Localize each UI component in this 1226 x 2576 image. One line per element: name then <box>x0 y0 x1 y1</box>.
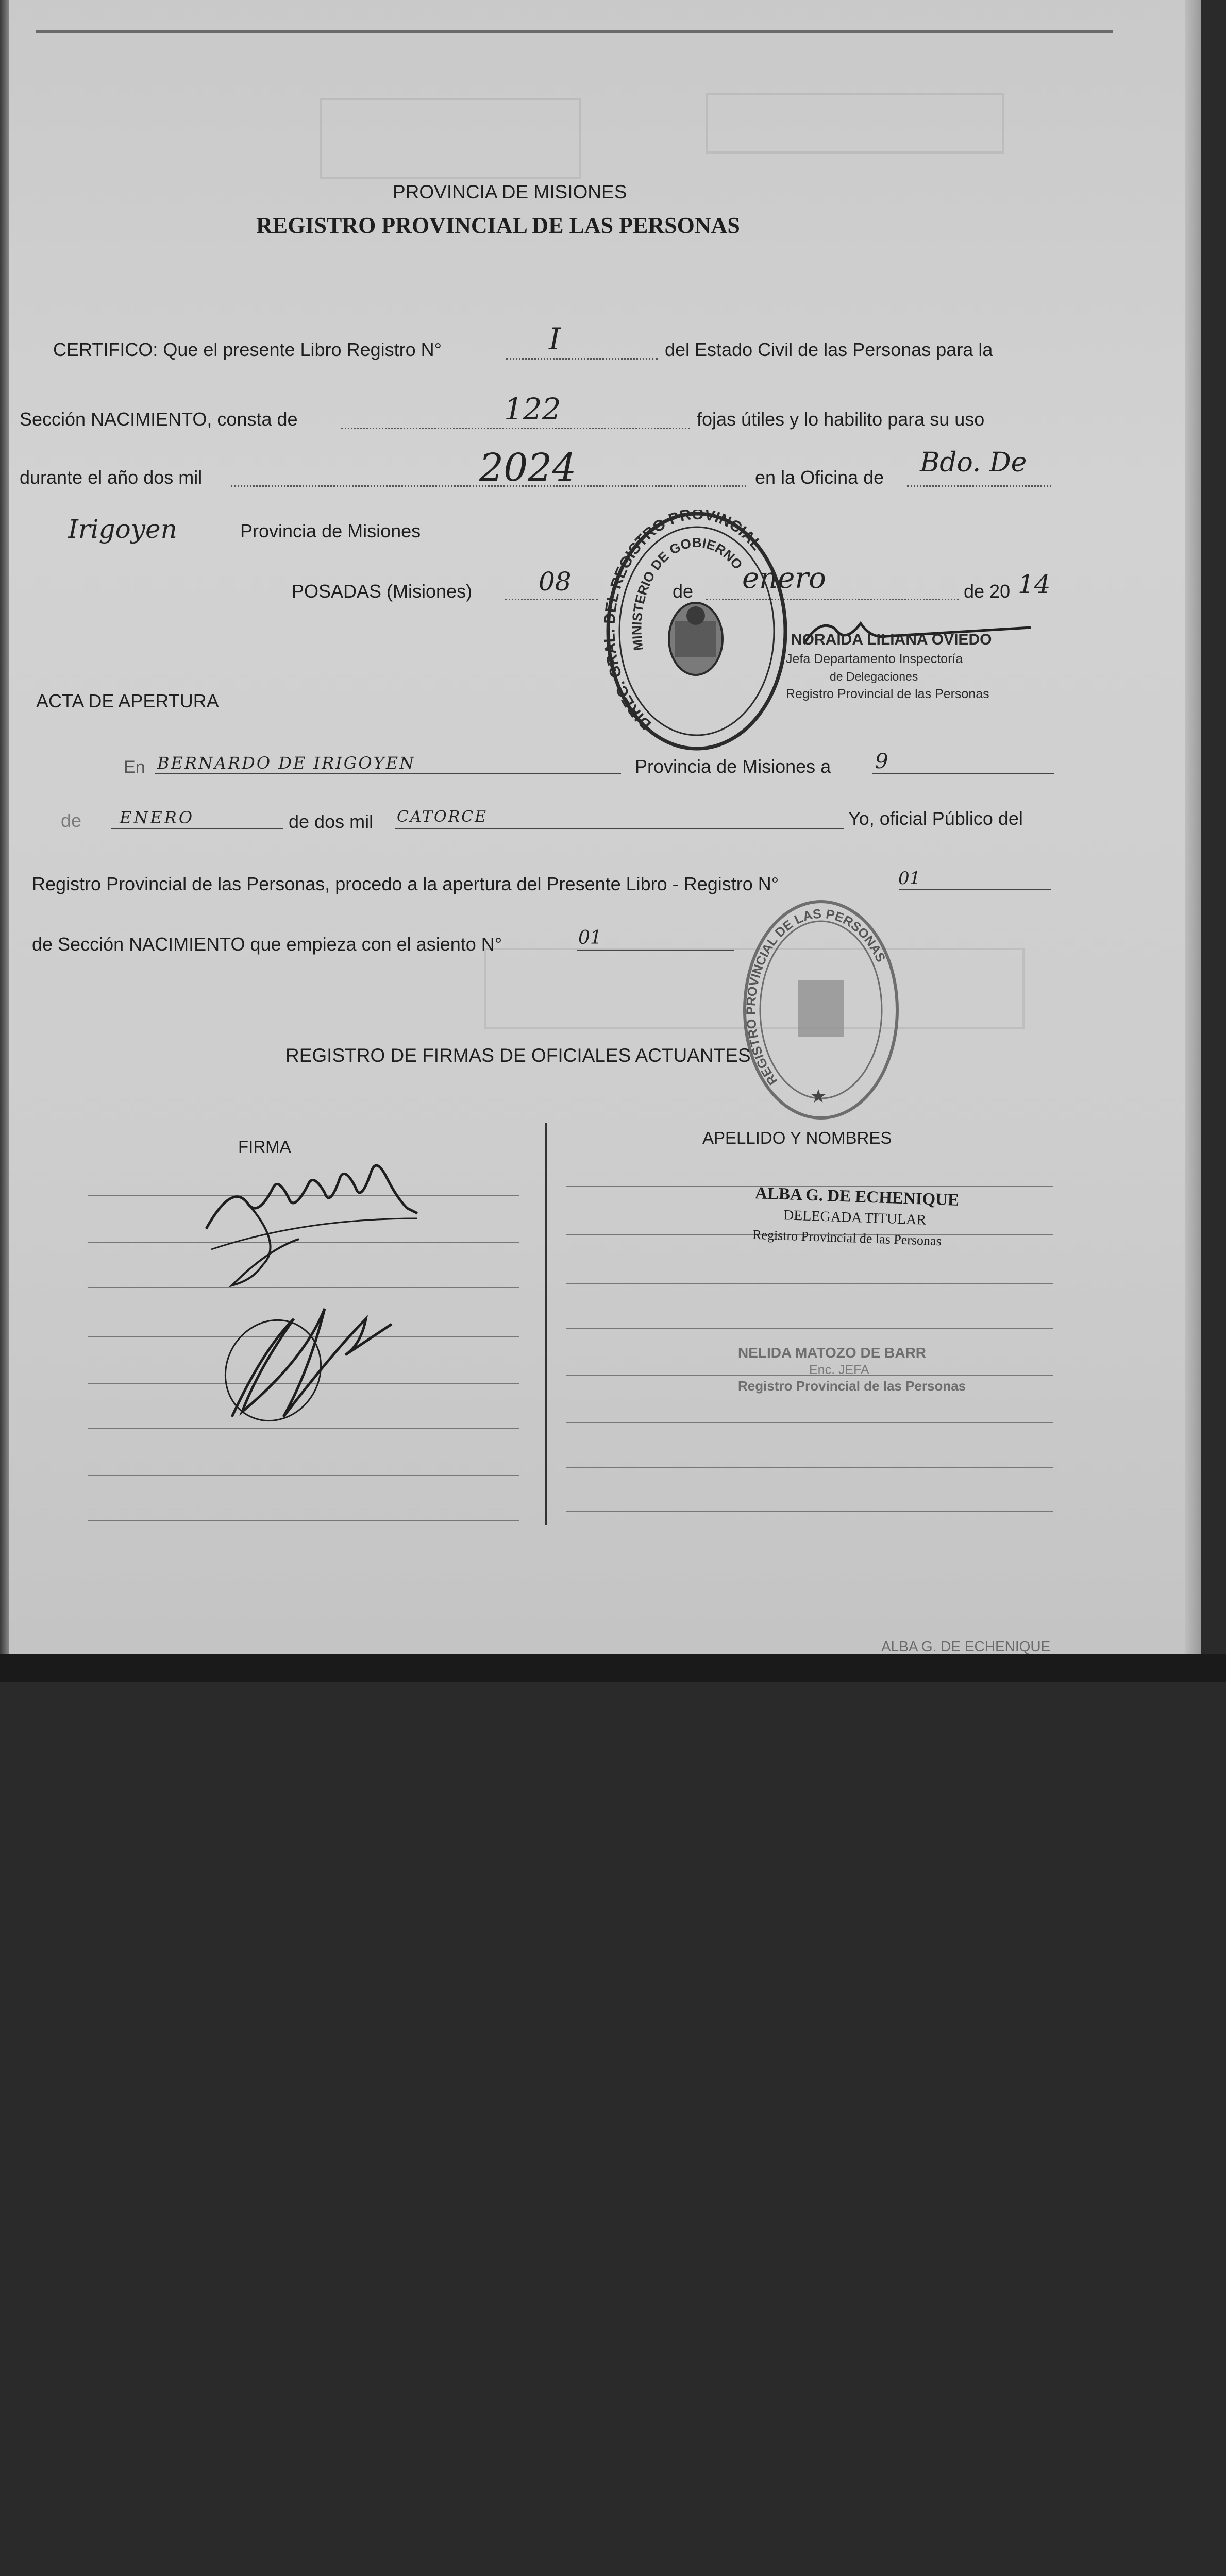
cert-line1-suffix: del Estado Civil de las Personas para la <box>665 339 993 360</box>
month-handwritten: enero <box>742 562 826 595</box>
year-end-handwritten: 14 <box>1018 569 1051 599</box>
col-firma-header: FIRMA <box>238 1137 291 1156</box>
entry1-role: DELEGADA TITULAR <box>783 1207 927 1228</box>
signatory-office: Registro Provincial de las Personas <box>786 687 989 701</box>
nombres-line <box>566 1283 1053 1284</box>
cert-line4-suffix: Provincia de Misiones <box>240 520 421 541</box>
cert-line1-prefix: CERTIFICO: Que el presente Libro Registro N° <box>53 339 442 360</box>
cert-line3-suffix: en la Oficina de <box>755 467 884 488</box>
signatory-dept: de Delegaciones <box>830 670 918 683</box>
fojas-number: 122 <box>504 392 561 427</box>
place-line <box>155 773 621 774</box>
nombres-line <box>566 1422 1053 1423</box>
libro-number-dots <box>506 358 658 360</box>
fojas-dots <box>341 428 690 429</box>
acta-year-line <box>395 828 844 829</box>
cert-line3-prefix: durante el año dos mil <box>20 467 203 488</box>
de-word: de <box>673 581 694 602</box>
acta-provincia: Provincia de Misiones a <box>635 756 831 777</box>
oval-stamp-dgrp <box>604 510 790 752</box>
oval-stamp-rpp <box>741 897 901 1122</box>
entry2-role: Enc. JEFA <box>809 1363 869 1377</box>
page-right-edge <box>1185 0 1201 1654</box>
signature-1 <box>201 1146 433 1291</box>
entry1-office: Registro Provincial de las Personas <box>752 1227 942 1249</box>
libro-number: I <box>549 321 561 357</box>
oval-stamp-outer-text: DIREC. GR EL REGISTRO PROVINCIAL <box>604 510 766 733</box>
signatory-title: Jefa Departamento Inspectoría <box>786 652 963 666</box>
bleed-through-box <box>706 93 1004 154</box>
caption-bar <box>0 1654 1226 1682</box>
entry2-office: Registro Provincial de las Personas <box>738 1378 966 1394</box>
acta-title: ACTA DE APERTURA <box>36 690 219 711</box>
nombres-line <box>566 1328 1053 1329</box>
bleed-through-box <box>320 98 581 179</box>
acta-day: 9 <box>875 750 888 773</box>
top-edge-line <box>36 30 1113 33</box>
firmas-title: REGISTRO DE FIRMAS DE OFICIALES ACTUANTES <box>285 1045 751 1066</box>
acta-libro: 01 <box>898 868 921 889</box>
acta-day-line <box>872 773 1054 774</box>
acta-de: de <box>61 810 82 831</box>
acta-month-line <box>111 828 283 829</box>
oval-stamp-inner-text: MINISTERIO DE GOBIERNO <box>629 534 746 652</box>
acta-libro-line <box>899 889 1051 890</box>
acta-month: ENERO <box>120 808 195 827</box>
footer-stamp-fragment: ALBA G. DE ECHENIQUE <box>881 1638 1051 1654</box>
day-dots <box>505 599 598 600</box>
firma-line <box>88 1520 519 1521</box>
acta-asiento-line <box>577 950 734 951</box>
page-binding-edge <box>0 0 9 1654</box>
firma-line <box>88 1428 519 1429</box>
firma-line <box>88 1475 519 1476</box>
acta-line3: Registro Provincial de las Personas, procedo a la apertura del Presente Libro - Registro N° <box>32 873 779 894</box>
nombres-line <box>566 1511 1053 1512</box>
year-handwritten: 2024 <box>479 446 577 490</box>
oficina-continued: Irigoyen <box>68 514 177 544</box>
cert-line2-prefix: Sección NACIMIENTO, consta de <box>20 409 298 430</box>
col-nombres-header: APELLIDO Y NOMBRES <box>702 1128 892 1147</box>
acta-line4: de Sección NACIMIENTO que empieza con el asiento N° <box>32 934 502 955</box>
svg-text:★: ★ <box>810 1086 827 1107</box>
signatory-name: NORAIDA LILIANA OVIEDO <box>791 631 992 648</box>
acta-place: BERNARDO DE IRIGOYEN <box>157 753 416 773</box>
year-prefix: de 20 <box>964 581 1011 602</box>
acta-en: En <box>124 757 145 777</box>
entry1-name: ALBA G. DE ECHENIQUE <box>754 1184 960 1210</box>
registry-heading: REGISTRO PROVINCIAL DE LAS PERSONAS <box>256 213 740 238</box>
acta-year-words: CATORCE <box>397 808 488 826</box>
acta-yo: Yo, oficial Público del <box>848 808 1023 829</box>
cert-line2-suffix: fojas útiles y lo habilito para su uso <box>697 409 985 430</box>
acta-dos-mil: de dos mil <box>289 811 374 832</box>
oval-stamp-2-text: REGISTRO PROVINCIAL DE LAS PERSONAS <box>744 906 888 1088</box>
province-heading: PROVINCIA DE MISIONES <box>393 181 627 202</box>
nombres-line <box>566 1467 1053 1468</box>
firmas-column-divider <box>545 1123 547 1525</box>
acta-asiento: 01 <box>578 927 602 948</box>
day-handwritten: 08 <box>539 567 572 597</box>
entry2-name: NELIDA MATOZO DE BARR <box>738 1345 927 1361</box>
place-prefix: POSADAS (Misiones) <box>292 581 473 602</box>
oficina-dots <box>907 485 1051 487</box>
signature-2 <box>201 1288 407 1427</box>
oficina-handwritten: Bdo. De <box>920 447 1027 478</box>
